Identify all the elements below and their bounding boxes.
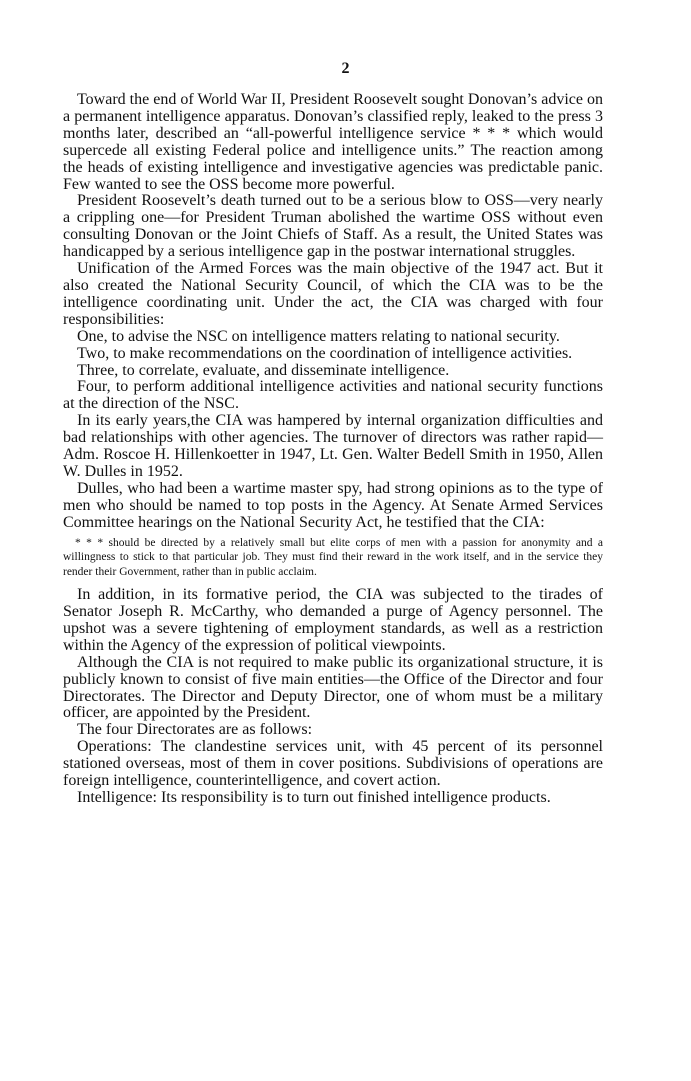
page-number: 2 [341, 60, 350, 77]
paragraph: Operations: The clandestine services unit, with 45 percent of its personnel stationed overseas, most of them in cover positions. Subdivisions of operations are foreign intelligence, counterintelligence, and covert action. [63, 738, 603, 790]
paragraph: Two, to make recommendations on the coordination of intelligence activities. [77, 344, 573, 362]
paragraph: The four Directorates are as follows: [77, 721, 313, 739]
paragraph: Three, to correlate, evaluate, and disseminate intelligence. [77, 361, 450, 379]
paragraph: One, to advise the NSC on intelligence matters relating to national security. [77, 327, 560, 345]
paragraph: In addition, in its formative period, the CIA was subjected to the tirades of Senator Joseph R. McCarthy, who demanded a purge of Agency personnel. The upshot was a severe tightening of employment standards, as well as a restriction within the Agency of the expression of political viewpoints. [63, 586, 603, 654]
block-quote: * * * should be directed by a relatively small but elite corps of men with a passion for anonymity and a willingness to stick to that particular job. They must find their reward in the work itself, and in the service they render their Government, rather than in public acclaim. [63, 536, 603, 578]
body-text [63, 92, 603, 807]
paragraph: Although the CIA is not required to make public its organizational structure, it is publicly known to consist of five main entities—the Office of the Director and four Directorates. The Director and Deputy Director, one of whom must be a military officer, are appointed by the President. [63, 653, 603, 722]
paragraph: Unification of the Armed Forces was the main objective of the 1947 act. But it also created the National Security Council, of which the CIA was to be the intelligence coordinating unit. Under the act, the CIA was charged with four responsibilities: [63, 260, 603, 328]
paragraph: Toward the end of World War II, President Roosevelt sought Donovan’s advice on a permanent intelligence apparatus. Donovan’s classified reply, leaked to the press 3 months later, described an “all-powerful intelligence service * * * which would supercede all existing Federal police and intelligence units.” The reaction among the heads of existing intelligence and investigative agencies was predictable panic. Few wanted to see the OSS become more powerful. [63, 91, 603, 193]
paragraph: In its early years,the CIA was hampered by internal organization difficulties and bad relationships with other agencies. The turnover of directors was rather rapid—Adm. Roscoe H. Hillenkoetter in 1947, Lt. Gen. Walter Bedell Smith in 1950, Allen W. Dulles in 1952. [63, 412, 603, 480]
paragraph: President Roosevelt’s death turned out to be a serious blow to OSS—very nearly a crippling one—for President Truman abolished the wartime OSS without even consulting Donovan or the Joint Chiefs of Staff. As a result, the United States was handicapped by a serious intelligence gap in the postwar international struggles. [63, 192, 603, 261]
paragraph: Dulles, who had been a wartime master spy, had strong opinions as to the type of men who should be named to top posts in the Agency. At Senate Armed Services Committee hearings on the National Security Act, he testified that the CIA: [63, 479, 603, 531]
paragraph: Intelligence: Its responsibility is to turn out finished intelligence products. [77, 788, 551, 806]
paragraph: Four, to perform additional intelligence activities and national security functions at the direction of the NSC. [63, 378, 603, 413]
